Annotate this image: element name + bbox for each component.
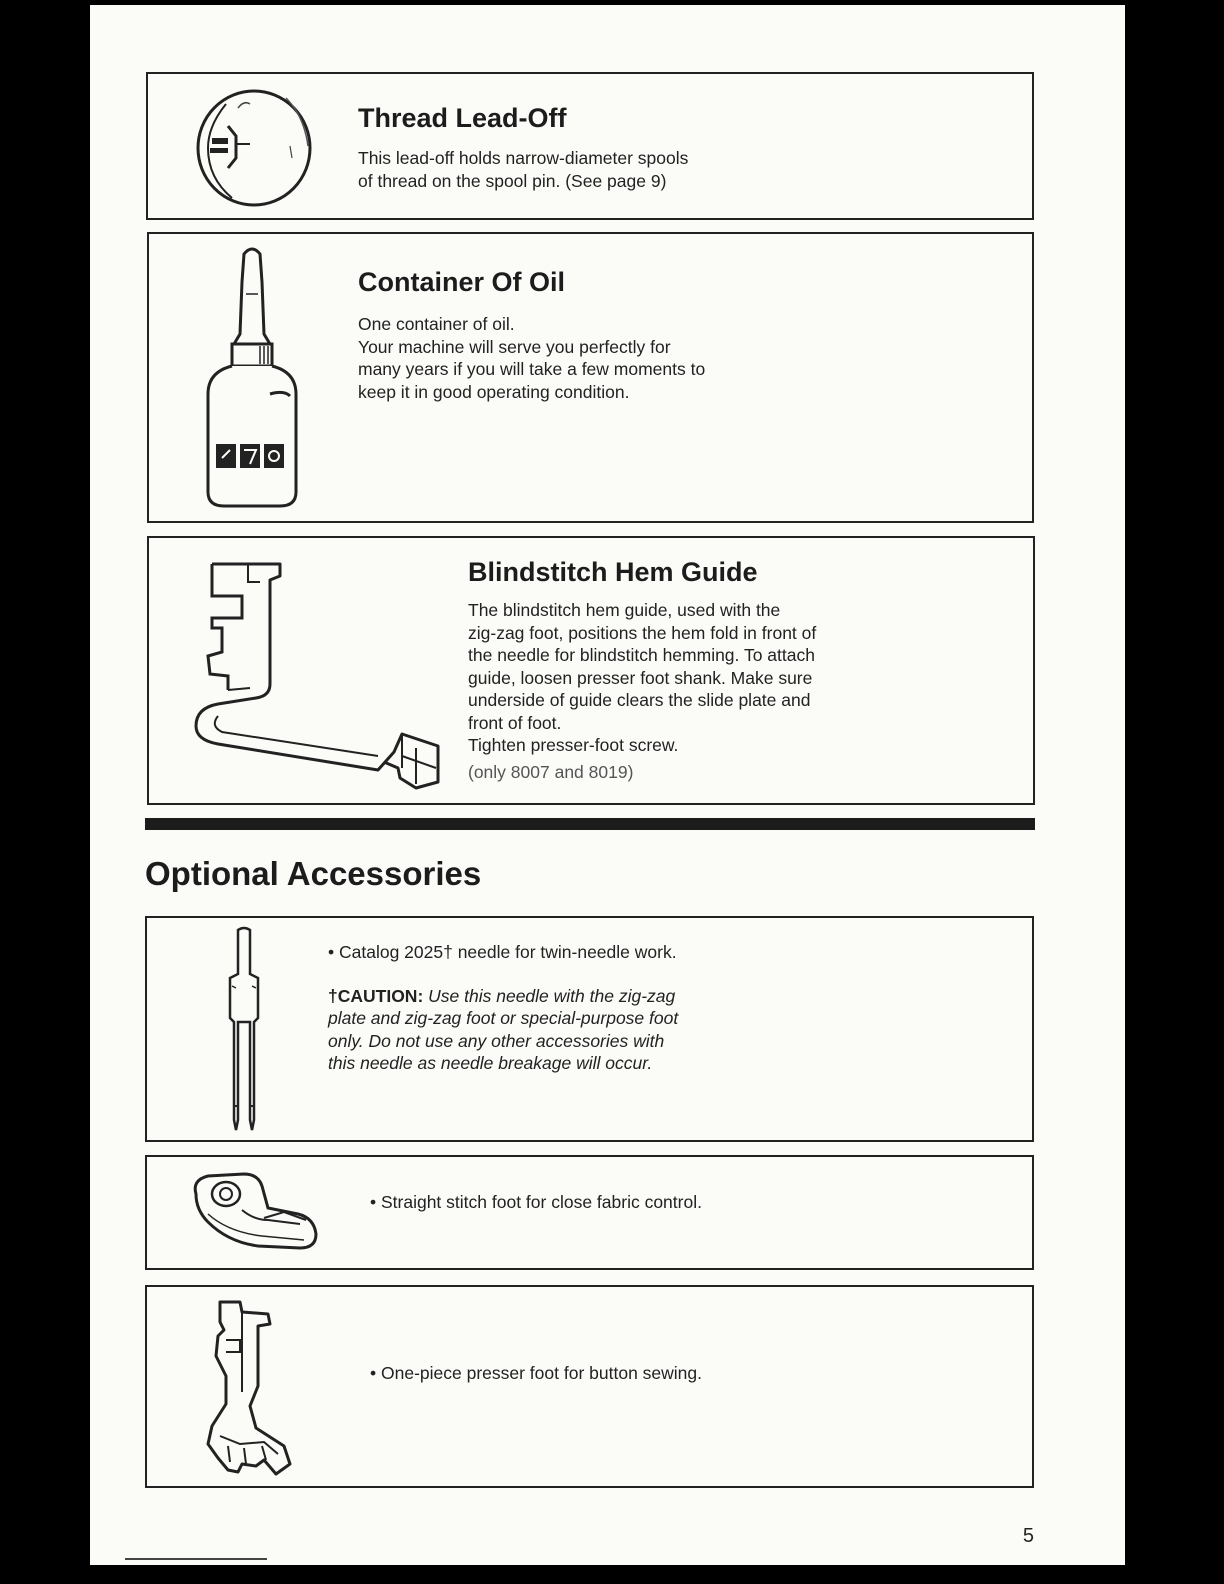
oil-container-icon xyxy=(200,244,304,512)
description-line: zig-zag foot, positions the hem fold in front of xyxy=(468,622,817,643)
oil-container-description xyxy=(358,313,705,403)
description-line: of thread on the spool pin. (See page 9) xyxy=(358,170,667,191)
caution-line: only. Do not use any other accessories with xyxy=(328,1030,665,1051)
description-line: underside of guide clears the slide plate and xyxy=(468,690,811,710)
button-foot-icon xyxy=(200,1296,296,1476)
model-note: (only 8007 and 8019) xyxy=(468,761,634,782)
twin-needle-icon xyxy=(222,926,266,1132)
twin-needle-description xyxy=(328,941,678,1075)
thread-lead-off-icon xyxy=(192,86,320,210)
caution-label: †CAUTION: xyxy=(328,985,424,1006)
description-line: One container of oil. xyxy=(358,314,515,334)
straight-stitch-foot-description xyxy=(370,1191,702,1214)
description-line: keep it in good operating condition. xyxy=(358,381,630,402)
button-foot-text: • One-piece presser foot for button sewing. xyxy=(370,1363,702,1383)
section-divider xyxy=(145,818,1035,830)
caution-line: plate and zig-zag foot or special-purpose foot xyxy=(328,1008,679,1028)
description-line: guide, loosen presser foot shank. Make sure xyxy=(468,667,813,688)
blindstitch-guide-icon xyxy=(188,556,444,792)
description-line: the needle for blindstitch hemming. To attach xyxy=(468,645,815,665)
description-line: This lead-off holds narrow-diameter spools xyxy=(358,148,689,168)
caution-text: Use this needle with the zig-zag xyxy=(428,985,676,1006)
thread-lead-off-description xyxy=(358,147,688,192)
blindstitch-guide-title: Blindstitch Hem Guide xyxy=(468,557,758,587)
description-line: front of foot. xyxy=(468,712,562,733)
caution-line: this needle as needle breakage will occur. xyxy=(328,1053,653,1073)
description-line: The blindstitch hem guide, used with the xyxy=(468,600,781,620)
blindstitch-guide-description xyxy=(468,599,816,783)
twin-needle-text: • Catalog 2025† needle for twin-needle work. xyxy=(328,942,677,962)
straight-stitch-foot-text: • Straight stitch foot for close fabric control. xyxy=(370,1192,702,1212)
description-line: many years if you will take a few moments to xyxy=(358,359,706,379)
footer-rule xyxy=(125,1558,267,1560)
straight-stitch-foot-icon xyxy=(188,1170,322,1260)
page-number: 5 xyxy=(1022,1525,1034,1547)
caution-line xyxy=(328,985,678,1008)
button-foot-description xyxy=(370,1362,702,1385)
description-line: Tighten presser-foot screw. xyxy=(468,735,679,755)
optional-accessories-heading: Optional Accessories xyxy=(145,855,482,892)
thread-lead-off-title: Thread Lead-Off xyxy=(358,103,567,133)
description-line: Your machine will serve you perfectly for xyxy=(358,336,671,357)
oil-container-title: Container Of Oil xyxy=(358,267,566,297)
